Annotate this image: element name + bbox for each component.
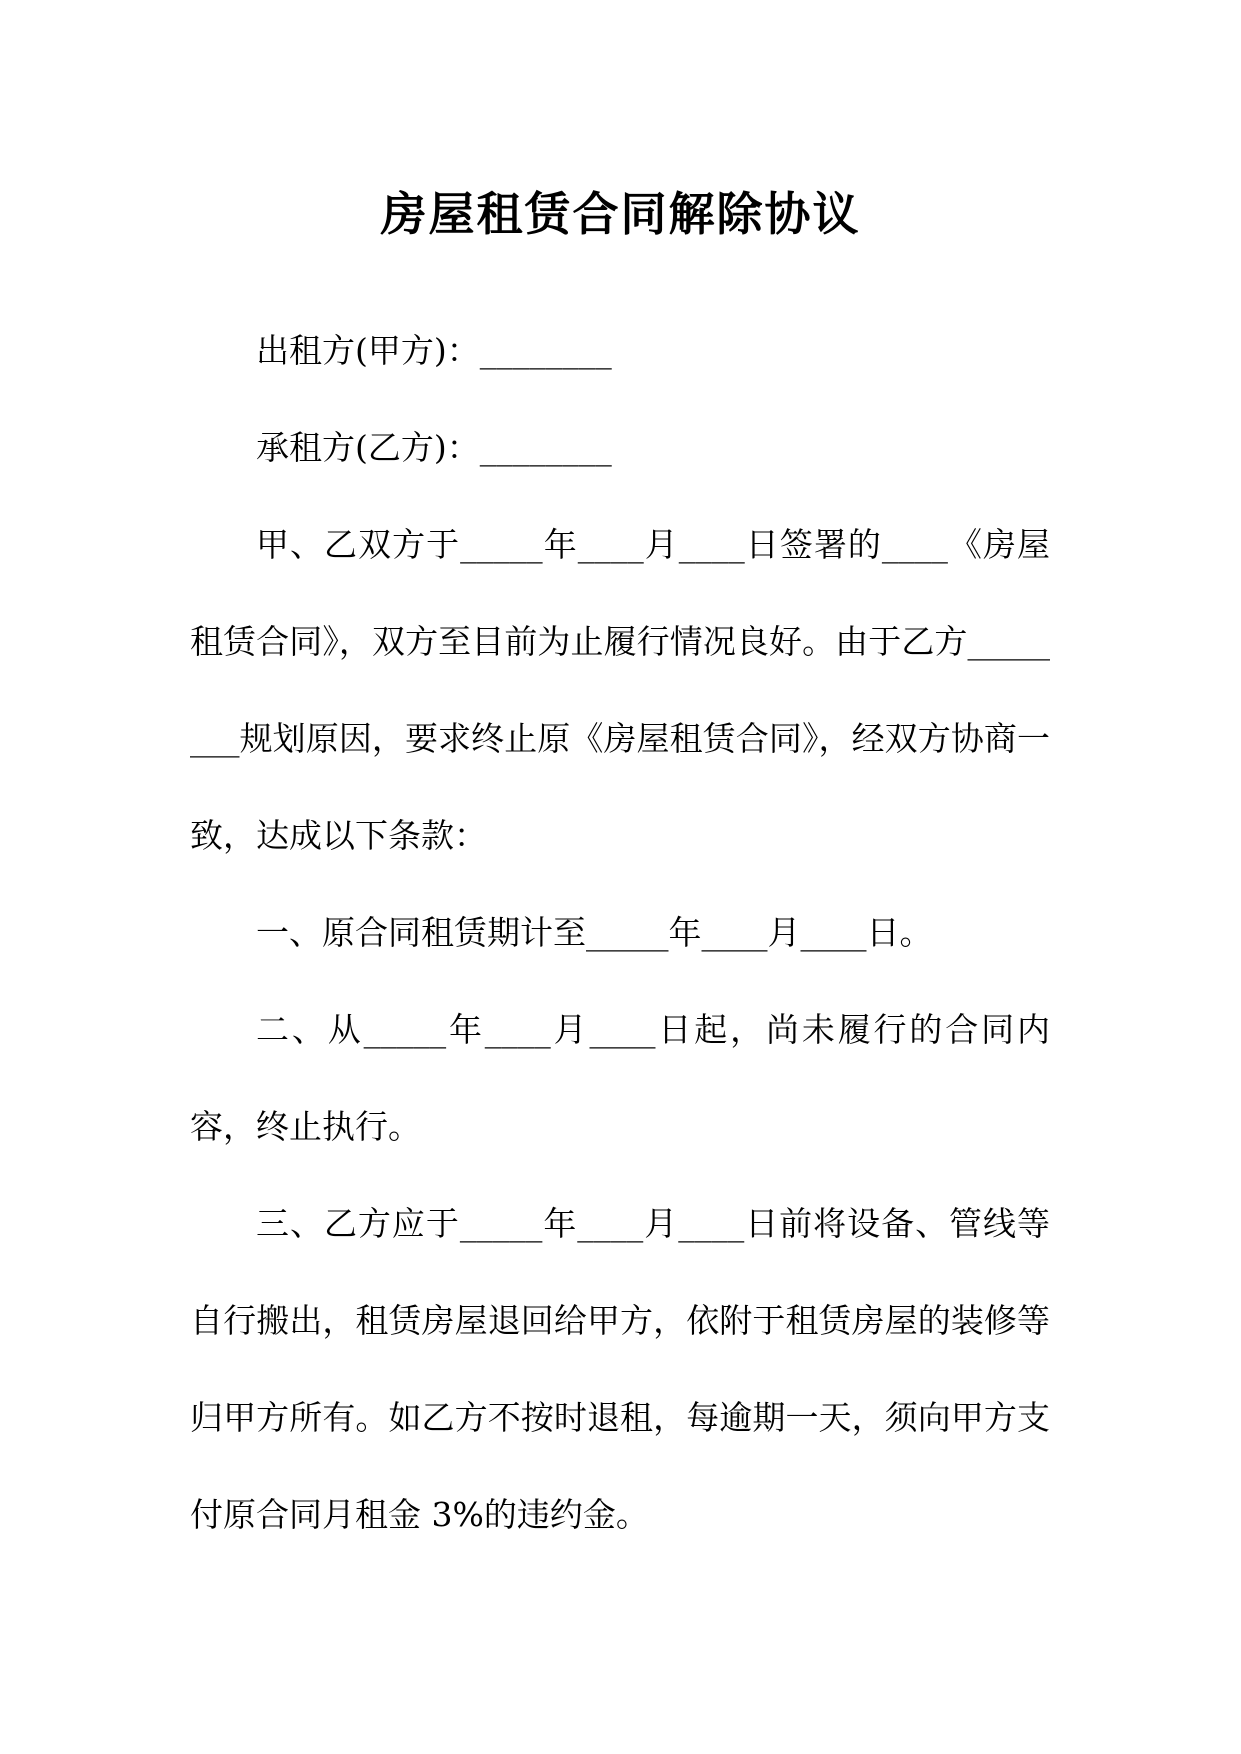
document-body <box>190 302 1050 1563</box>
lessor-line: 出租方(甲方)：________ <box>256 331 612 370</box>
preamble-paragraph: 甲、乙双方于_____年____月____日签署的____《房屋租赁合同》，双方至目前为止履行情况良好。由于乙方________规划原因，要求终止原《房屋租赁合同》，经双方协商一致，达成以下条款： <box>190 525 1050 855</box>
clause-2: 二、从_____年____月____日起，尚未履行的合同内容，终止执行。 <box>190 1010 1050 1146</box>
lessee-line: 承租方(乙方)：________ <box>256 428 612 467</box>
clause-1: 一、原合同租赁期计至_____年____月____日。 <box>256 913 933 952</box>
document-title: 房屋租赁合同解除协议 <box>380 186 861 241</box>
clause-3: 三、乙方应于_____年____月____日前将设备、管线等自行搬出，租赁房屋退回给甲方，依附于租赁房屋的装修等归甲方所有。如乙方不按时退租，每逾期一天，须向甲方支付原合同月租金 3%的违约金。 <box>190 1204 1050 1534</box>
